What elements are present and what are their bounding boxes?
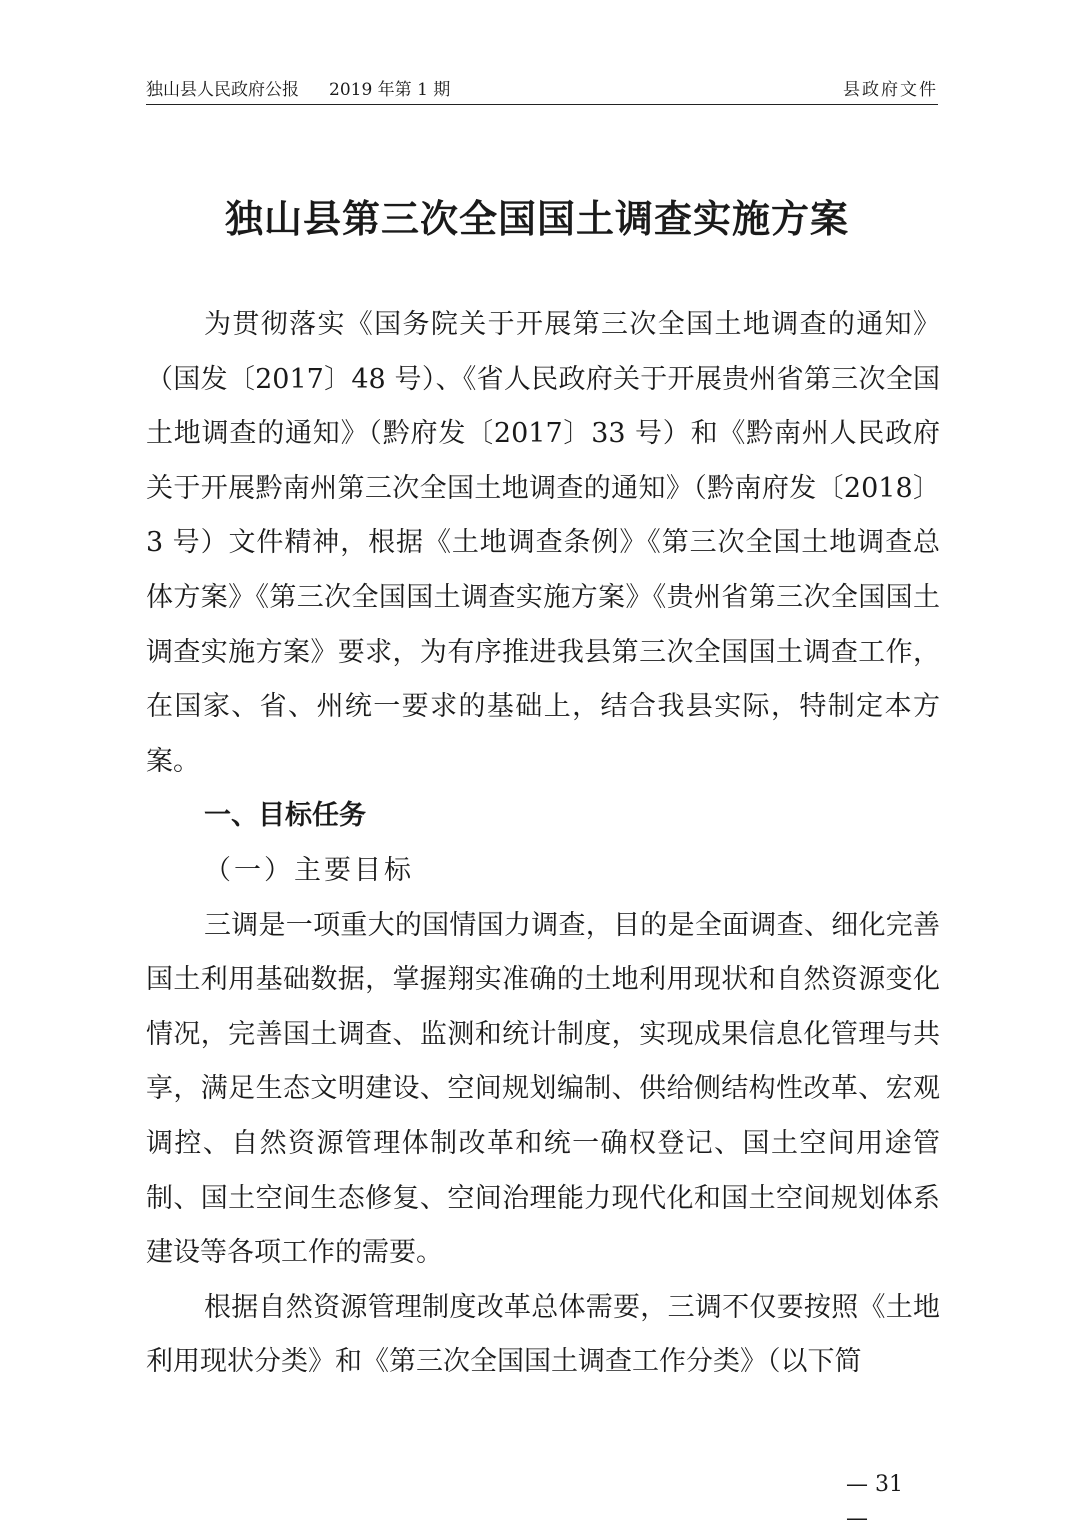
page-number-dash: — [846,1506,868,1531]
document-body [146,298,940,1390]
publication-name: 独山县人民政府公报 [146,80,299,100]
document-title: 独山县第三次全国国土调查实施方案 [224,197,849,241]
intro-paragraph: 为贯彻落实《国务院关于开展第三次全国土地调查的通知》（国发〔2017〕48 号）、《省人民政府关于开展贵州省第三次全国土地调查的通知》（黔府发〔2017〕33 号）和《黔南州人民政府关于开展黔南州第三次全国土地调查的通知》（黔南府发〔2018〕3 号）文件精神，根据《土地调查条例》《第三次全国土地调查总体方案》《第三次全国国土调查实施方案》《贵州省第三次全国国土调查实施方案》要求，为有序推进我县第三次全国国土调查工作，在国家、省、州统一要求的基础上，结合我县实际，特制定本方案。 [146,309,940,777]
page-number [846,1468,926,1536]
section-label: 县政府文件 [843,80,938,100]
header-left [146,78,480,102]
body-paragraph: 三调是一项重大的国情国力调查，目的是全面调查、细化完善国土利用基础数据，掌握翔实准确的土地利用现状和自然资源变化情况，完善国土调查、监测和统计制度，实现成果信息化管理与共享，满足生态文明建设、空间规划编制、供给侧结构性改革、宏观调控、自然资源管理体制改革和统一确权登记、国土空间用途管制、国土空间生态修复、空间治理能力现代化和国土空间规划体系建设等各项工作的需要。 [146,909,940,1269]
subsection-heading: （一）主要目标 [204,854,414,886]
section-heading: 一、目标任务 [204,800,366,832]
issue-label: 2019 年第 1 期 [329,80,451,100]
running-header [146,78,938,105]
body-paragraph: 根据自然资源管理制度改革总体需要，三调不仅要按照《土地利用现状分类》和《第三次全国国土调查工作分类》（以下简 [146,1291,940,1378]
page-number-label: — 31 [846,1472,903,1497]
